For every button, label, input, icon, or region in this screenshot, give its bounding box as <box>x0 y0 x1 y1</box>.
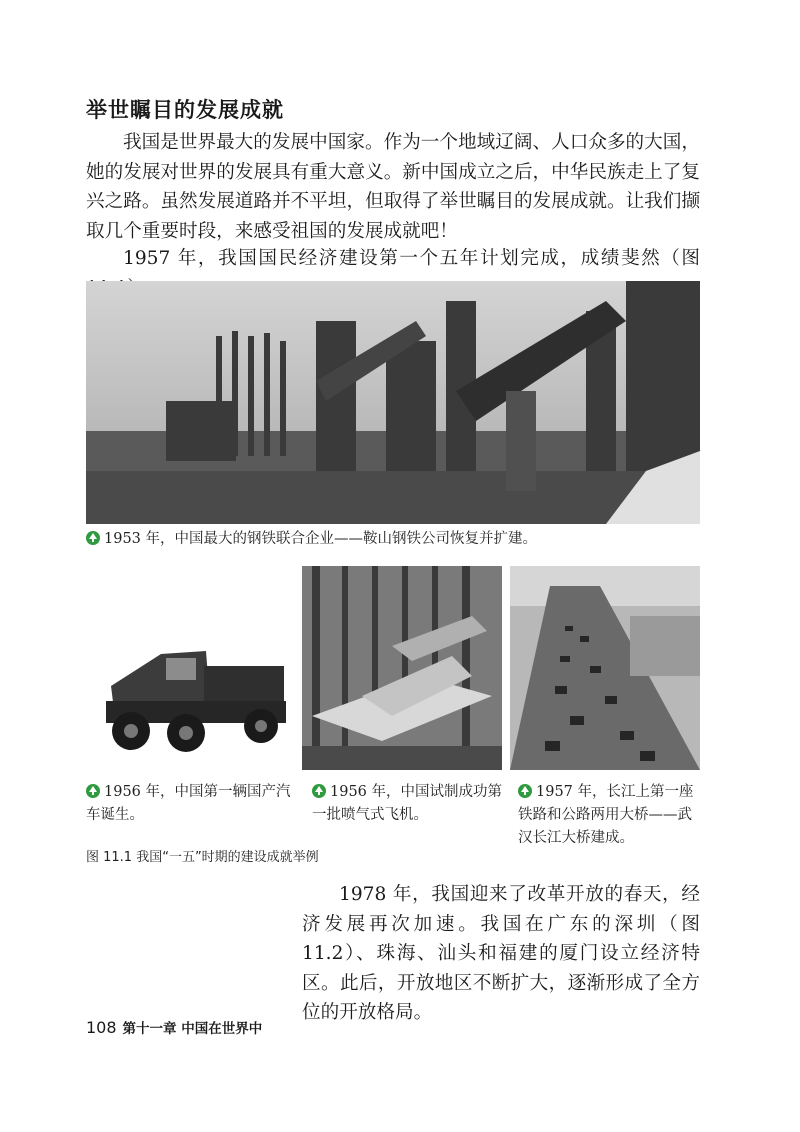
truck-photo <box>86 566 294 770</box>
reform-opening-paragraph: 1978 年，我国迎来了改革开放的春天，经济发展再次加速。我国在广东的深圳（图 11.2）、珠海、汕头和福建的厦门设立经济特区。此后，开放地区不断扩大，逐渐形成了全方位的开放格局。 <box>302 884 700 1023</box>
green-up-arrow-icon <box>518 784 532 798</box>
bridge-photo <box>510 566 700 770</box>
green-up-arrow-icon <box>312 784 326 798</box>
jet-factory-illustration <box>302 566 502 770</box>
truck-caption <box>86 781 291 827</box>
page-number: 108 <box>86 1018 117 1037</box>
steel-plant-photo <box>86 281 700 524</box>
chapter-title: 第十一章 中国在世界中 <box>122 1021 263 1037</box>
first-five-year-plan-paragraph: 1957 年，我国国民经济建设第一个五年计划完成，成绩斐然（图 <box>123 248 700 269</box>
bridge-caption-text: 1957 年，长江上第一座铁路和公路两用大桥——武汉长江大桥建成。 <box>518 784 694 846</box>
page-footer <box>86 1017 262 1037</box>
bridge-illustration <box>510 566 700 770</box>
bridge-caption <box>518 781 704 850</box>
steel-plant-illustration <box>86 281 700 524</box>
truck-caption-text: 1956 年，中国第一辆国产汽车诞生。 <box>86 784 291 823</box>
intro-paragraph: 我国是世界最大的发展中国家。作为一个地域辽阔、人口众多的大国，她的发展对世界的发展具有重大意义。新中国成立之后，中华民族走上了复兴之路。虽然发展道路并不平坦，但取得了举世瞩目的发展成就。让我们撷取几个重要时段，来感受祖国的发展成就吧！ <box>86 132 700 242</box>
jet-caption <box>312 781 504 827</box>
section-title: 举世瞩目的发展成就 <box>86 98 284 122</box>
steel-plant-caption-text: 1953 年，中国最大的钢铁联合企业——鞍山钢铁公司恢复并扩建。 <box>104 531 538 547</box>
truck-illustration <box>86 566 294 770</box>
figure-title: 图 11.1 我国“一五”时期的建设成就举例 <box>86 850 319 865</box>
green-up-arrow-icon <box>86 784 100 798</box>
green-up-arrow-icon <box>86 531 100 545</box>
jet-factory-photo <box>302 566 502 770</box>
steel-plant-caption <box>86 528 706 551</box>
jet-caption-text: 1956 年，中国试制成功第一批喷气式飞机。 <box>312 784 503 823</box>
